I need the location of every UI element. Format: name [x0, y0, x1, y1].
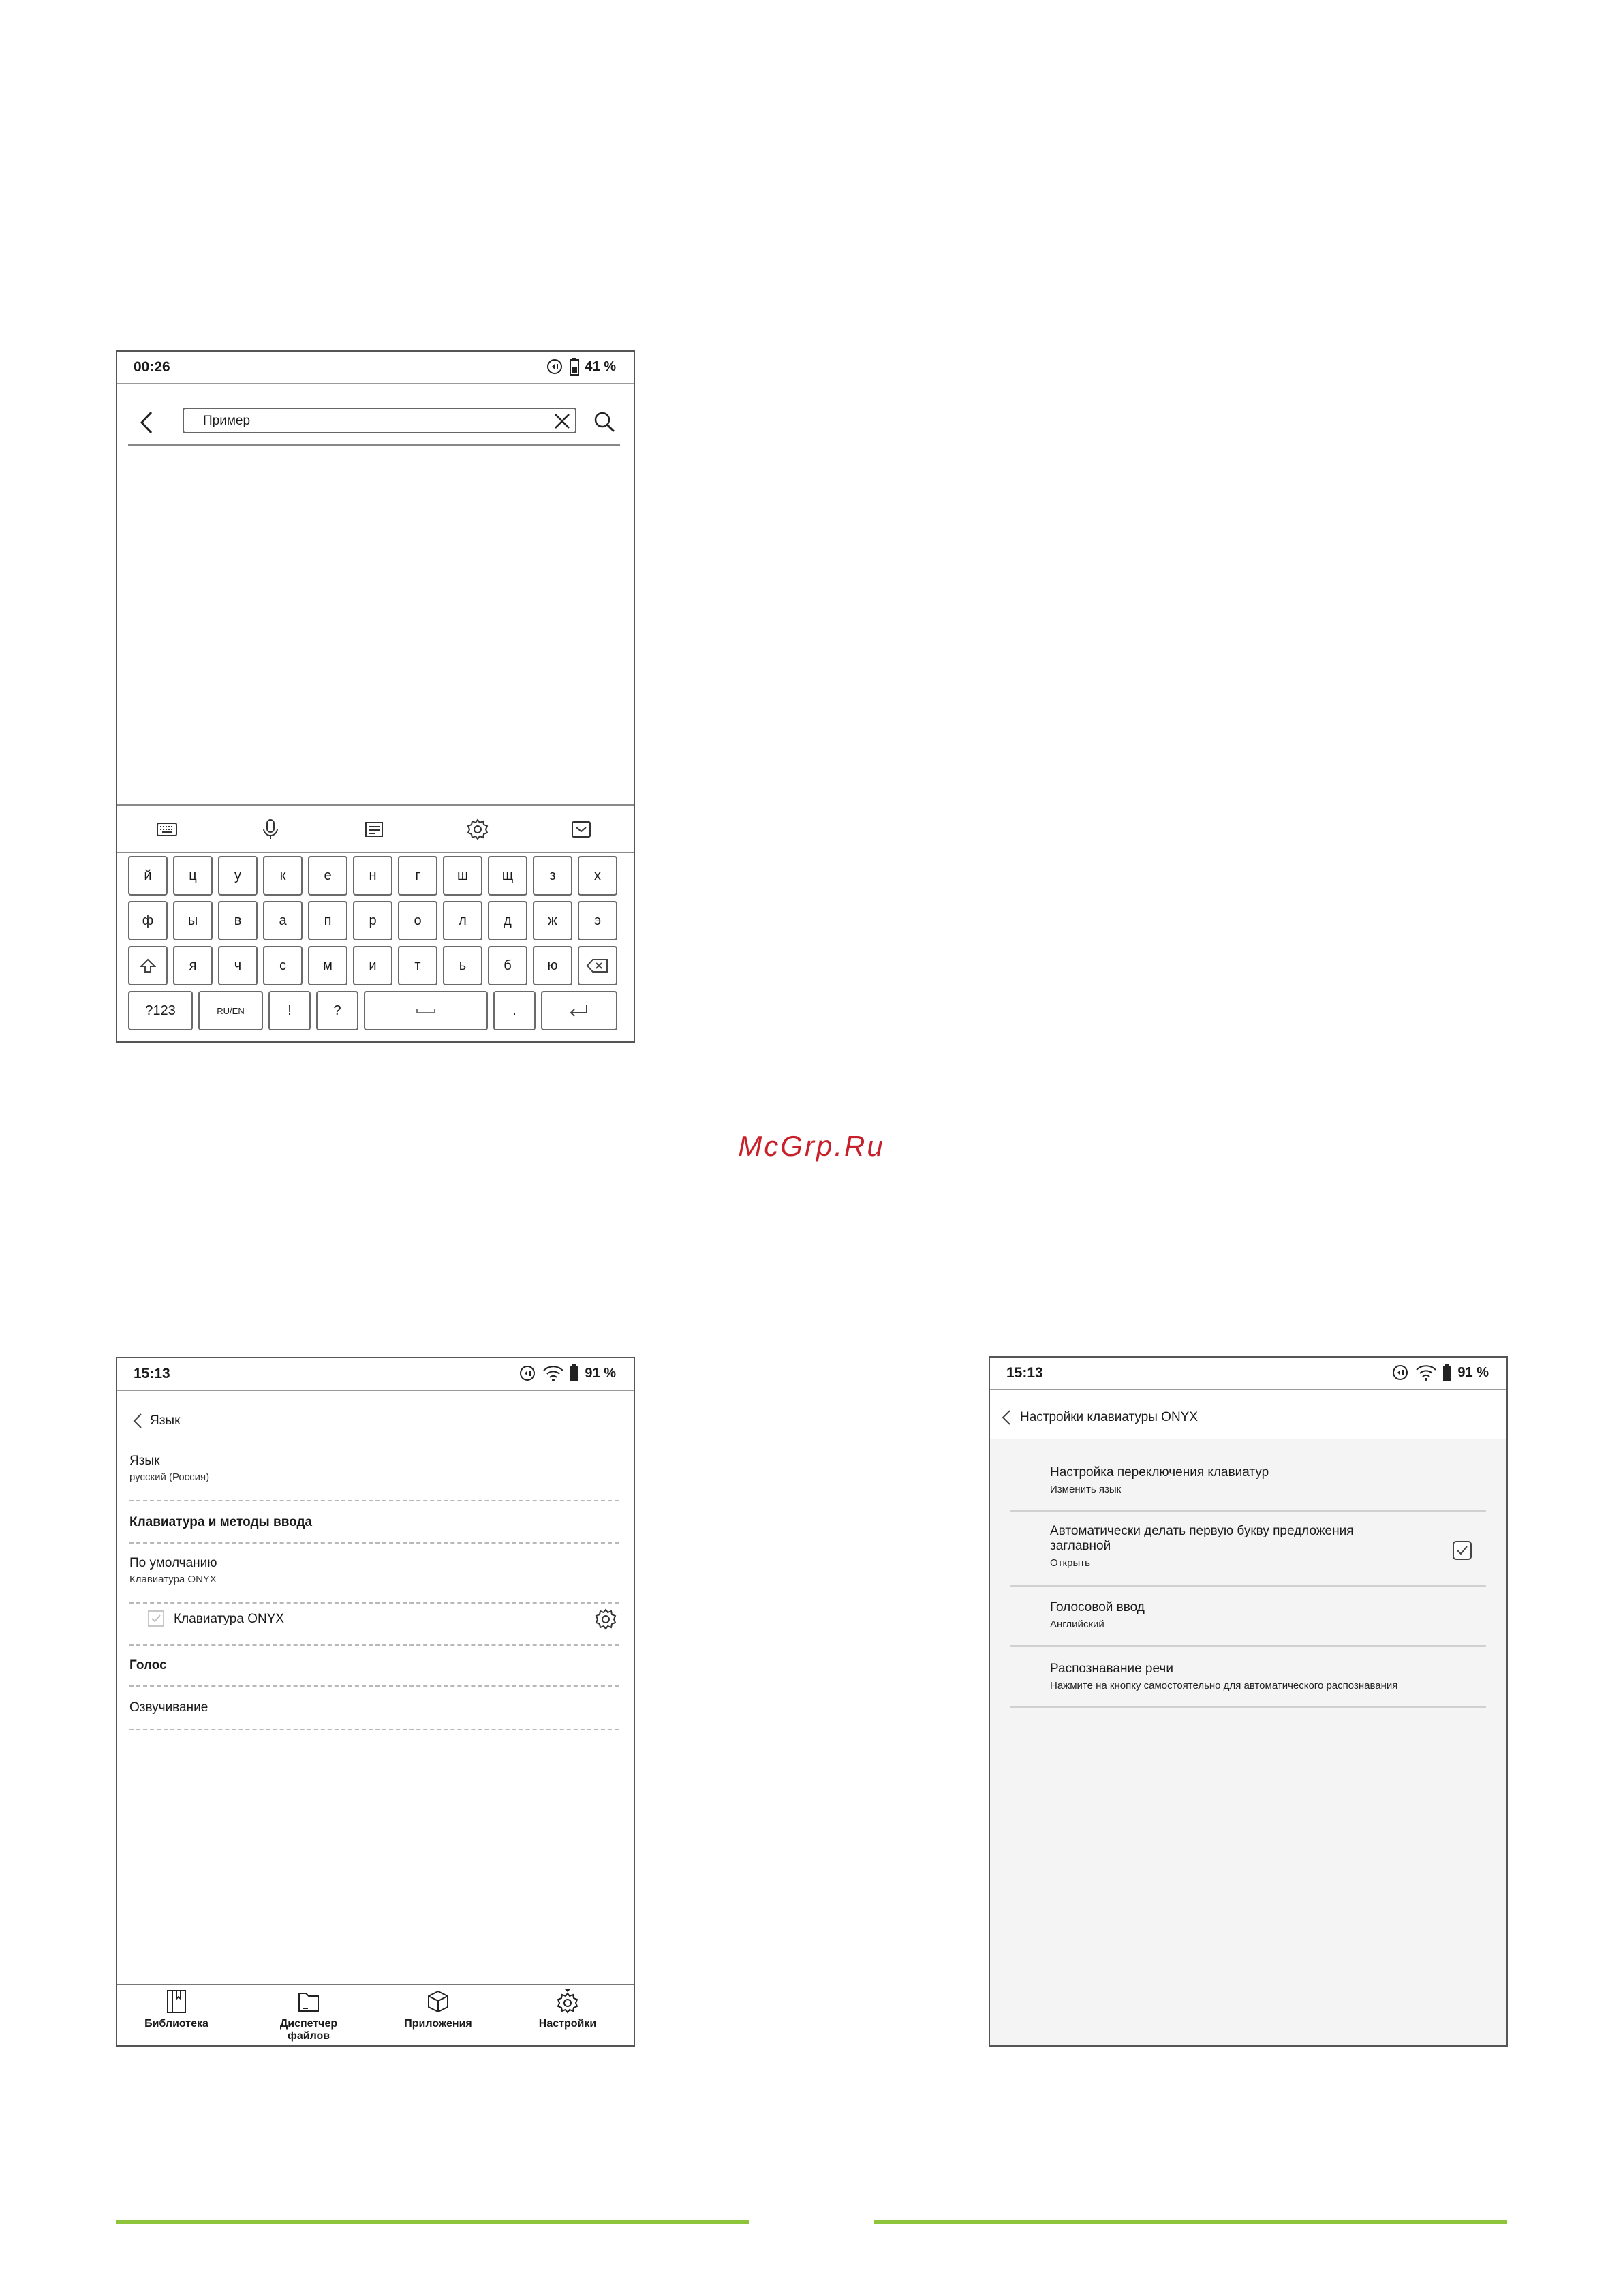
battery-level: 41 % — [585, 358, 616, 374]
key[interactable]: о — [398, 901, 437, 940]
status-bar — [990, 1358, 1506, 1390]
search-input[interactable] — [183, 408, 576, 433]
shift-key[interactable] — [128, 946, 168, 985]
space-key[interactable] — [364, 991, 488, 1030]
section-header — [129, 1658, 619, 1687]
key[interactable]: г — [398, 856, 437, 896]
key[interactable]: ж — [533, 901, 572, 940]
wifi-icon — [1415, 1364, 1437, 1381]
back-arrow-icon[interactable] — [136, 409, 157, 436]
item-title: Распознавание речи — [1050, 1662, 1173, 1676]
back-button[interactable] — [132, 1410, 180, 1432]
language-item[interactable] — [129, 1454, 619, 1501]
nav-label: файлов — [287, 2030, 330, 2042]
gear-icon[interactable] — [466, 818, 489, 841]
nav-settings[interactable] — [516, 1989, 619, 2030]
auto-capitalize-item[interactable] — [1010, 1524, 1486, 1587]
checkbox[interactable] — [148, 1610, 164, 1627]
status-time: 15:13 — [134, 1366, 170, 1381]
enter-key[interactable] — [541, 991, 617, 1030]
checkmark-icon — [149, 1612, 163, 1625]
backspace-icon — [586, 958, 609, 973]
bottom-navigation — [117, 1984, 634, 2045]
status-time: 00:26 — [134, 359, 170, 375]
key[interactable]: п — [308, 901, 347, 940]
question-key[interactable]: ? — [316, 991, 358, 1030]
chevron-left-icon — [132, 1412, 143, 1430]
key[interactable]: ь — [443, 946, 482, 985]
battery-icon — [1442, 1364, 1452, 1381]
item-title: Голосовой ввод — [1050, 1600, 1145, 1614]
tts-item[interactable] — [129, 1700, 619, 1730]
key[interactable]: л — [443, 901, 482, 940]
item-title: Настройка переключения клавиатур — [1050, 1465, 1269, 1480]
default-keyboard-item[interactable] — [129, 1556, 619, 1604]
microphone-icon[interactable] — [259, 818, 282, 841]
language-settings-screen — [116, 1357, 635, 2047]
section-header — [129, 1515, 619, 1544]
item-subtitle: Английский — [1050, 1619, 1104, 1630]
nav-file-manager[interactable] — [258, 1989, 360, 2042]
battery-level: 91 % — [1457, 1364, 1489, 1380]
search-screen — [116, 350, 635, 1043]
search-input-value: Пример — [203, 414, 251, 428]
space-icon — [416, 1006, 436, 1015]
item-subtitle: русский (Россия) — [129, 1471, 210, 1483]
key[interactable]: в — [218, 901, 258, 940]
key[interactable]: щ — [488, 856, 527, 896]
key[interactable]: н — [353, 856, 392, 896]
key[interactable]: ц — [173, 856, 213, 896]
nav-library[interactable] — [125, 1989, 228, 2030]
key[interactable]: м — [308, 946, 347, 985]
key[interactable]: у — [218, 856, 258, 896]
footer-divider-left — [116, 2220, 749, 2224]
key[interactable]: б — [488, 946, 527, 985]
key[interactable]: д — [488, 901, 527, 940]
footer-divider-right — [874, 2220, 1507, 2224]
clear-icon[interactable] — [553, 412, 571, 430]
nav-apps[interactable] — [387, 1989, 489, 2030]
item-subtitle: Изменить язык — [1050, 1484, 1122, 1495]
nav-label: Настройки — [538, 2018, 597, 2030]
item-title: Автоматически делать первую букву предложения заглавной — [1050, 1524, 1354, 1553]
keyboard-icon[interactable] — [155, 818, 179, 841]
nav-title: Язык — [150, 1413, 181, 1428]
nav-label: Диспетчер — [279, 2018, 338, 2030]
key[interactable]: к — [263, 856, 303, 896]
item-title: По умолчанию — [129, 1556, 217, 1570]
search-bar — [128, 402, 620, 446]
nav-title: Настройки клавиатуры ONYX — [1020, 1410, 1199, 1424]
key[interactable]: з — [533, 856, 572, 896]
key[interactable]: х — [578, 856, 617, 896]
status-time: 15:13 — [1006, 1365, 1043, 1381]
hide-keyboard-icon[interactable] — [570, 818, 593, 841]
item-title: Озвучивание — [129, 1700, 208, 1715]
wifi-icon — [542, 1364, 564, 1382]
section-title: Голос — [129, 1658, 167, 1672]
book-icon — [165, 1989, 188, 2014]
shift-icon — [139, 957, 157, 975]
nav-label: Библиотека — [144, 2018, 208, 2030]
sync-icon — [1391, 1363, 1410, 1382]
keyboard-switch-item[interactable] — [1010, 1465, 1486, 1512]
backspace-key[interactable] — [578, 946, 617, 985]
chevron-left-icon — [1001, 1409, 1012, 1426]
exclamation-key[interactable]: ! — [268, 991, 311, 1030]
onyx-keyboard-item[interactable] — [148, 1604, 619, 1644]
numbers-key[interactable]: ?123 — [128, 991, 193, 1030]
key[interactable]: ш — [443, 856, 482, 896]
checkbox-checked-icon[interactable] — [1452, 1540, 1472, 1561]
keyboard-toolbar — [117, 804, 634, 853]
status-bar — [117, 352, 634, 384]
speech-recognition-item[interactable] — [1010, 1662, 1486, 1708]
key[interactable]: й — [128, 856, 168, 896]
key[interactable]: р — [353, 901, 392, 940]
sync-icon — [545, 357, 564, 376]
key[interactable]: э — [578, 901, 617, 940]
keyboard-settings-screen — [989, 1356, 1508, 2047]
status-bar — [117, 1358, 634, 1391]
battery-icon — [570, 1364, 579, 1382]
nav-label: Приложения — [404, 2018, 472, 2030]
key[interactable]: ч — [218, 946, 258, 985]
battery-icon — [570, 358, 579, 376]
sync-icon — [518, 1364, 537, 1383]
key[interactable]: а — [263, 901, 303, 940]
dot-key[interactable]: . — [493, 991, 536, 1030]
key[interactable]: е — [308, 856, 347, 896]
key[interactable]: ю — [533, 946, 572, 985]
key[interactable]: ф — [128, 901, 168, 940]
item-label: Клавиатура ONYX — [174, 1612, 285, 1626]
voice-input-item[interactable] — [1010, 1600, 1486, 1647]
cube-icon — [427, 1989, 450, 2014]
key[interactable]: ы — [173, 901, 213, 940]
enter-icon — [568, 1003, 591, 1018]
language-key[interactable]: RU/EN — [198, 991, 263, 1030]
item-subtitle: Открыть — [1050, 1557, 1090, 1569]
gear-icon — [556, 1989, 579, 2014]
battery-level: 91 % — [585, 1365, 616, 1381]
back-button[interactable] — [1001, 1405, 1198, 1430]
watermark: McGrp.Ru — [738, 1130, 885, 1162]
key[interactable]: я — [173, 946, 213, 985]
key[interactable]: т — [398, 946, 437, 985]
section-title: Клавиатура и методы ввода — [129, 1515, 313, 1529]
key[interactable]: с — [263, 946, 303, 985]
item-title: Язык — [129, 1454, 160, 1468]
folder-icon — [297, 1989, 320, 2014]
search-icon[interactable] — [593, 410, 616, 433]
key[interactable]: и — [353, 946, 392, 985]
item-subtitle: Нажмите на кнопку самостоятельно для автоматического распознавания — [1050, 1680, 1398, 1692]
clipboard-icon[interactable] — [362, 818, 386, 841]
gear-icon[interactable] — [594, 1608, 617, 1631]
item-subtitle: Клавиатура ONYX — [129, 1574, 217, 1585]
